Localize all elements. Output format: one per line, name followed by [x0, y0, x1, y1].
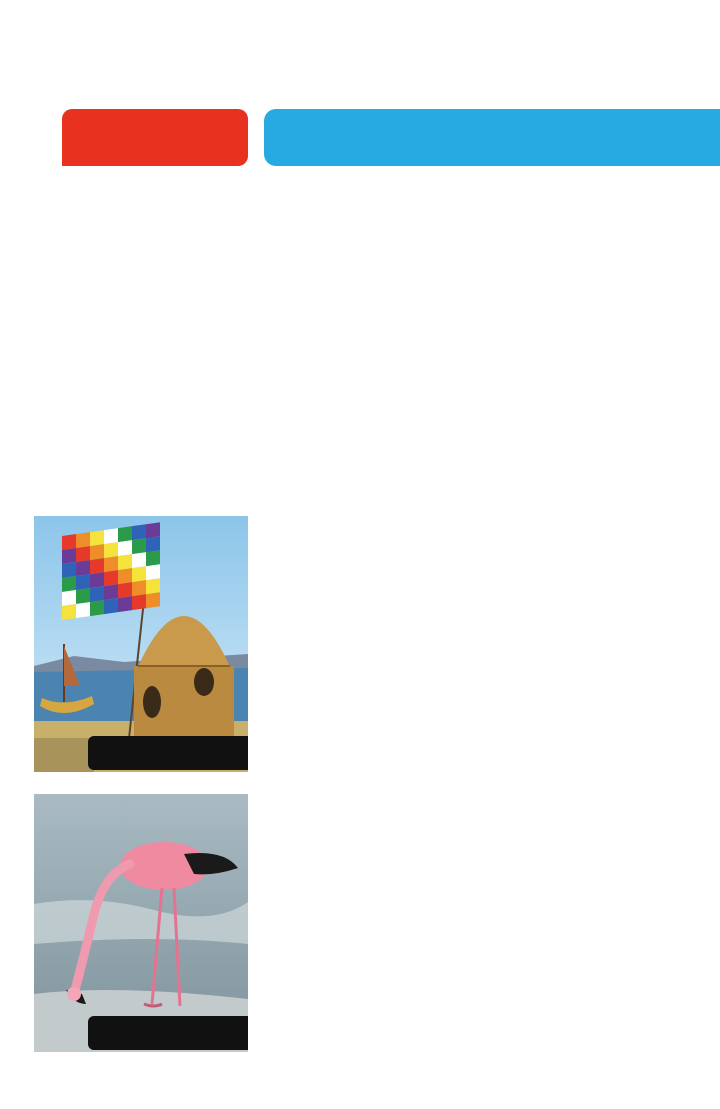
lake-titicaca-illustration — [34, 516, 248, 772]
on-the-road-banner — [264, 109, 720, 166]
lake-titicaca-caption — [88, 736, 248, 770]
lake-titicaca-photo — [34, 516, 248, 772]
laguna-hedionda-photo — [34, 794, 248, 1052]
flamingo-illustration — [34, 794, 248, 1052]
plan-your-trip-banner — [62, 109, 248, 166]
laguna-hedionda-caption — [88, 1016, 248, 1050]
